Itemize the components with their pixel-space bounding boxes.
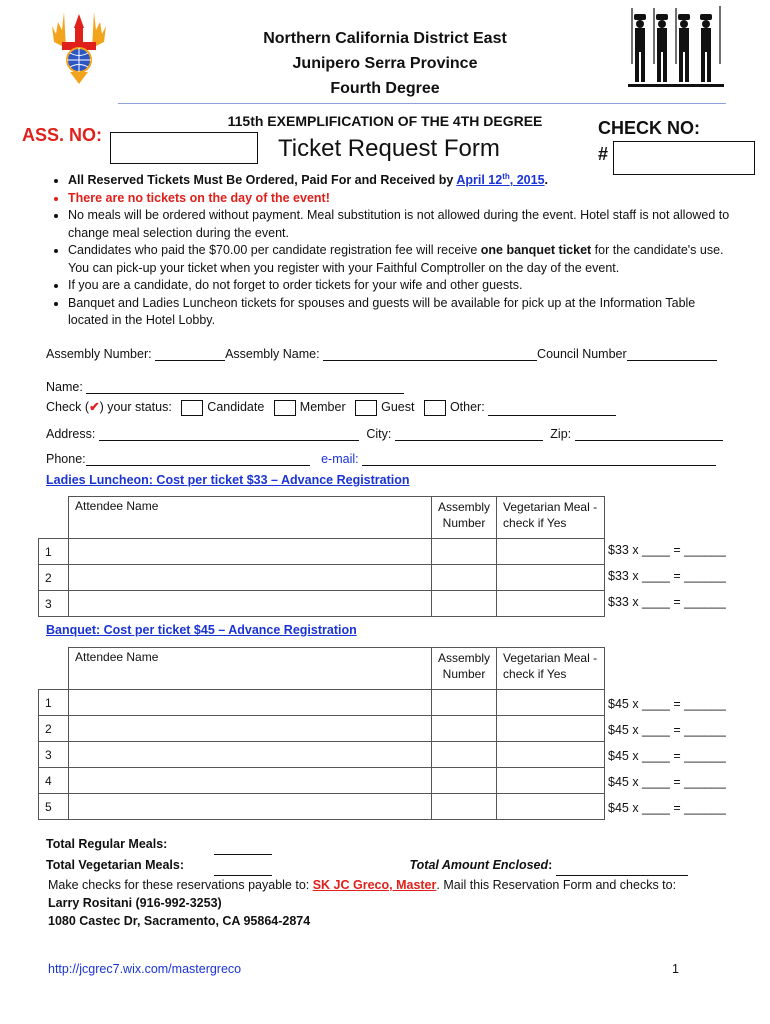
vegetarian-cell[interactable] xyxy=(497,716,605,742)
vegetarian-cell[interactable] xyxy=(497,742,605,768)
member-checkbox[interactable] xyxy=(274,400,296,416)
totals-section xyxy=(46,834,688,876)
assembly-number-cell[interactable] xyxy=(432,794,497,820)
status-row: Check (✔) your status: Candidate Member Guest Other: xyxy=(46,399,616,416)
banquet-price-line: $45 x ____ = ______ xyxy=(608,723,726,737)
assembly-row xyxy=(46,347,717,361)
vegetarian-cell[interactable] xyxy=(497,591,605,617)
attendee-name-cell[interactable] xyxy=(69,539,432,565)
other-checkbox[interactable] xyxy=(424,400,446,416)
vegetarian-cell[interactable] xyxy=(497,794,605,820)
attendee-name-cell[interactable] xyxy=(69,768,432,794)
form-title: Ticket Request Form xyxy=(278,135,500,162)
assembly-number-cell[interactable] xyxy=(432,591,497,617)
name-row xyxy=(46,380,404,394)
banquet-price-line: $45 x ____ = ______ xyxy=(608,801,726,815)
zip-label: Zip: xyxy=(550,427,572,441)
table-row: 2 xyxy=(39,565,605,591)
candidate-label: Candidate xyxy=(207,400,265,414)
total-vegetarian-label: Total Vegetarian Meals: xyxy=(46,858,185,872)
other-label: Other: xyxy=(449,400,485,414)
table-row: 3 xyxy=(39,591,605,617)
address-label: Address: xyxy=(46,427,96,441)
list-item: • There are no tickets on the day of the event! xyxy=(68,190,736,208)
banquet-title: Banquet: Cost per ticket $45 – Advance Registration xyxy=(46,623,357,637)
table-header-row xyxy=(39,648,605,690)
total-vegetarian-field[interactable] xyxy=(214,864,272,876)
email-field[interactable] xyxy=(362,454,716,466)
vegetarian-cell[interactable] xyxy=(497,768,605,794)
assembly-name-label: Assembly Name: xyxy=(225,347,320,361)
city-field[interactable] xyxy=(395,429,543,441)
list-item: • Banquet and Ladies Luncheon tickets for spouses and guests will be available for pick up at the Information Table located in the Hotel Lobby. xyxy=(68,295,736,330)
attendee-name-cell[interactable] xyxy=(69,716,432,742)
address-row xyxy=(46,427,723,441)
footer-link[interactable]: http://jcgrec7.wix.com/mastergreco xyxy=(48,962,242,976)
mail-address: 1080 Castec Dr, Sacramento, CA 95864-2874 xyxy=(48,914,311,928)
member-label: Member xyxy=(299,400,346,414)
payment-instructions: Make checks for these reservations payable to: SK JC Greco, Master. Mail this Reservation Form and checks to: Larry Rositani (916-992-3253) 1080 Castec Dr, Sacramento, CA 95864-2874 xyxy=(48,878,677,928)
assembly-number-label: Assembly Number: xyxy=(46,347,152,361)
table-row: 5 xyxy=(39,794,605,820)
payee-name: SK JC Greco, Master xyxy=(312,878,437,892)
council-number-label: Council Number xyxy=(537,347,627,361)
attendee-name-cell[interactable] xyxy=(69,742,432,768)
assembly-number-cell[interactable] xyxy=(432,768,497,794)
attendee-name-cell[interactable] xyxy=(69,794,432,820)
table-row: 1 xyxy=(39,690,605,716)
name-label: Name: xyxy=(46,380,83,394)
district-name: Northern California District East xyxy=(263,30,507,47)
address-field[interactable] xyxy=(99,429,359,441)
header-divider xyxy=(118,103,726,104)
luncheon-title: Ladies Luncheon: Cost per ticket $33 – Advance Registration xyxy=(46,473,410,487)
assembly-name-field[interactable] xyxy=(323,349,537,361)
instructions-list xyxy=(46,168,736,330)
assembly-number-cell[interactable] xyxy=(432,716,497,742)
list-item: • Candidates who paid the $70.00 per candidate registration fee will receive one banquet ticket for the candidate's use. You can pick-up your ticket when you register with your Faithful Comptroller on the day of the event. xyxy=(68,242,736,277)
degree-name: Fourth Degree xyxy=(330,80,440,97)
attendee-name-cell[interactable] xyxy=(69,690,432,716)
exemplification-heading: 115th EXEMPLIFICATION OF THE 4TH DEGREE xyxy=(227,113,543,129)
guest-label: Guest xyxy=(381,400,415,414)
list-item: • If you are a candidate, do not forget to order tickets for your wife and other guests. xyxy=(68,277,736,295)
attendee-name-cell[interactable] xyxy=(69,591,432,617)
assembly-number-cell[interactable] xyxy=(432,539,497,565)
page-number: 1 xyxy=(672,962,679,976)
total-enclosed-label: Total Amount Enclosed: xyxy=(409,858,553,872)
ass-no-label: ASS. NO: xyxy=(22,125,103,145)
table-header-row xyxy=(39,497,605,539)
checkmark-icon: ✔ xyxy=(89,400,100,414)
vegetarian-cell[interactable] xyxy=(497,565,605,591)
attendee-name-header: Attendee Name xyxy=(69,497,432,539)
total-regular-label: Total Regular Meals: xyxy=(46,837,168,851)
mail-contact: Larry Rositani (916-992-3253) xyxy=(48,896,222,910)
assembly-number-field[interactable] xyxy=(155,349,225,361)
total-enclosed-field[interactable] xyxy=(556,864,688,876)
city-label: City: xyxy=(366,427,392,441)
council-number-field[interactable] xyxy=(627,349,717,361)
table-row: 2 xyxy=(39,716,605,742)
other-field[interactable] xyxy=(488,404,616,416)
vegetarian-header: Vegetarian Meal - check if Yes xyxy=(497,648,605,690)
attendee-name-cell[interactable] xyxy=(69,565,432,591)
vegetarian-cell[interactable] xyxy=(497,539,605,565)
deadline-date: April 12th, 2015 xyxy=(456,172,545,188)
vegetarian-header: Vegetarian Meal - check if Yes xyxy=(497,497,605,539)
phone-row xyxy=(46,452,716,466)
table-row: 3 xyxy=(39,742,605,768)
banquet-table xyxy=(38,647,605,820)
attendee-name-header: Attendee Name xyxy=(69,648,432,690)
luncheon-table xyxy=(38,496,605,617)
assembly-number-cell[interactable] xyxy=(432,565,497,591)
ass-no-field[interactable] xyxy=(110,132,258,164)
zip-field[interactable] xyxy=(575,429,723,441)
assembly-number-cell[interactable] xyxy=(432,690,497,716)
guest-checkbox[interactable] xyxy=(355,400,377,416)
banquet-price-line: $45 x ____ = ______ xyxy=(608,749,726,763)
luncheon-price-line: $33 x ____ = ______ xyxy=(608,543,726,557)
vegetarian-cell[interactable] xyxy=(497,690,605,716)
check-hash: # xyxy=(598,144,609,164)
email-label: e-mail: xyxy=(321,452,359,466)
header-title xyxy=(0,26,770,101)
list-item: • All Reserved Tickets Must Be Ordered, Paid For and Received by April 12th, 2015. xyxy=(68,168,736,190)
banquet-price-line: $45 x ____ = ______ xyxy=(608,775,726,789)
province-name: Junipero Serra Province xyxy=(292,55,478,72)
name-field[interactable] xyxy=(86,382,404,394)
candidate-checkbox[interactable] xyxy=(181,400,203,416)
check-no-label: CHECK NO: xyxy=(598,118,700,138)
luncheon-price-line: $33 x ____ = ______ xyxy=(608,569,726,583)
luncheon-price-line: $33 x ____ = ______ xyxy=(608,595,726,609)
assembly-number-header: Assembly Number xyxy=(432,648,497,690)
assembly-number-cell[interactable] xyxy=(432,742,497,768)
table-row: 4 xyxy=(39,768,605,794)
assembly-number-header: Assembly Number xyxy=(432,497,497,539)
list-item: • No meals will be ordered without payment. Meal substitution is not allowed during the event. Hotel staff is not allowed to change meal selection during the event. xyxy=(68,207,736,242)
table-row: 1 xyxy=(39,539,605,565)
total-regular-field[interactable] xyxy=(214,843,272,855)
phone-field[interactable] xyxy=(86,454,310,466)
banquet-price-line: $45 x ____ = ______ xyxy=(608,697,726,711)
phone-label: Phone: xyxy=(46,452,86,466)
